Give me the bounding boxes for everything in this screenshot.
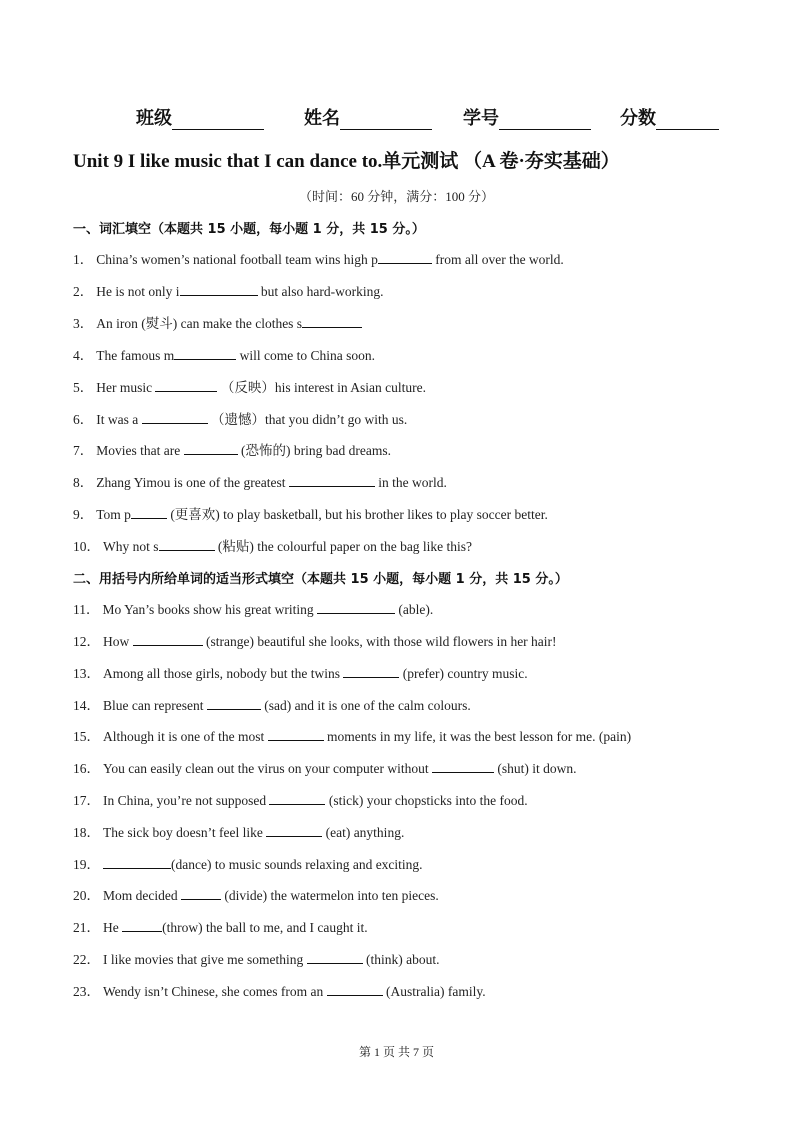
- question-item: [73, 886, 439, 904]
- answer-blank[interactable]: [343, 664, 399, 678]
- exam-time-info: （时间：60 分钟，满分：100 分）: [298, 189, 494, 204]
- question-number: 5．: [73, 380, 94, 395]
- name-blank[interactable]: [340, 109, 432, 130]
- question-number: 13．: [73, 666, 100, 681]
- question-text-after: (able).: [395, 602, 434, 617]
- answer-blank[interactable]: [269, 791, 325, 805]
- section-2-heading: 二、用括号内所给单词的适当形式填空（本题共 15 小题，每小题 1 分，共 15 分。）: [73, 572, 568, 587]
- score-blank[interactable]: [656, 109, 719, 130]
- question-number: 7．: [73, 443, 94, 458]
- question-number: 19．: [73, 857, 100, 872]
- question-text-after: (eat) anything.: [322, 825, 405, 840]
- question-item: [73, 632, 557, 650]
- question-number: 23．: [73, 984, 100, 999]
- question-text-before: He: [103, 920, 123, 935]
- student-info-row: [0, 104, 793, 130]
- question-text-before: China’s women’s national football team wins high p: [96, 252, 378, 267]
- question-item: [73, 346, 375, 364]
- student-id-label: 学号: [463, 108, 499, 129]
- answer-blank[interactable]: [307, 950, 363, 964]
- question-text-after: (divide) the watermelon into ten pieces.: [220, 888, 439, 903]
- question-item: [73, 537, 472, 555]
- question-text-before: You can easily clean out the virus on your computer without: [103, 761, 432, 776]
- question-text-before: The famous m: [96, 348, 175, 363]
- answer-blank[interactable]: [142, 410, 208, 424]
- question-item: [73, 314, 362, 332]
- question-text-before: Mo Yan’s books show his great writing: [102, 602, 318, 617]
- question-item: [73, 378, 426, 396]
- question-text-after: (prefer) country music.: [399, 666, 528, 681]
- class-label: 班级: [136, 108, 172, 129]
- name-label: 姓名: [304, 108, 340, 129]
- question-item: [73, 982, 486, 1000]
- question-text-before: Her music: [96, 380, 156, 395]
- question-text-before: In China, you’re not supposed: [103, 793, 270, 808]
- question-text-after: (更喜欢) to play basketball, but his brother likes to play soccer better.: [166, 507, 548, 522]
- question-number: 11．: [73, 602, 100, 617]
- question-text-after: (strange) beautiful she looks, with those wild flowers in her hair!: [202, 634, 557, 649]
- question-text-before: Blue can represent: [103, 698, 207, 713]
- answer-blank[interactable]: [207, 696, 261, 710]
- question-number: 21．: [73, 920, 100, 935]
- question-text-after: (dance) to music sounds relaxing and exciting.: [171, 857, 423, 872]
- answer-blank[interactable]: [122, 918, 162, 932]
- answer-blank[interactable]: [268, 727, 324, 741]
- question-number: 3．: [73, 316, 94, 331]
- question-number: 16．: [73, 761, 100, 776]
- answer-blank[interactable]: [432, 759, 494, 773]
- answer-blank[interactable]: [317, 600, 395, 614]
- question-text-before: The sick boy doesn’t feel like: [103, 825, 267, 840]
- question-text-after: (恐怖的) bring bad dreams.: [237, 443, 391, 458]
- answer-blank[interactable]: [159, 537, 215, 551]
- class-field: [136, 104, 264, 130]
- question-number: 8．: [73, 475, 94, 490]
- answer-blank[interactable]: [302, 314, 362, 328]
- question-text-before: Why not s: [103, 539, 159, 554]
- answer-blank[interactable]: [378, 250, 432, 264]
- score-label: 分数: [620, 108, 656, 129]
- name-field: [304, 104, 432, 130]
- answer-blank[interactable]: [180, 282, 258, 296]
- answer-blank[interactable]: [266, 823, 322, 837]
- question-text-after: will come to China soon.: [236, 348, 375, 363]
- question-text-after: (throw) the ball to me, and I caught it.: [162, 920, 368, 935]
- section-1-heading: 一、词汇填空（本题共 15 小题，每小题 1 分，共 15 分。）: [73, 222, 425, 237]
- question-text-before: How: [103, 634, 133, 649]
- question-text-after: (stick) your chopsticks into the food.: [325, 793, 528, 808]
- question-item: [73, 664, 528, 682]
- answer-blank[interactable]: [133, 632, 203, 646]
- question-item: [73, 441, 391, 459]
- question-item: [73, 505, 548, 523]
- question-number: 12．: [73, 634, 100, 649]
- question-number: 4．: [73, 348, 94, 363]
- question-number: 14．: [73, 698, 100, 713]
- question-item: [73, 759, 576, 777]
- question-number: 18．: [73, 825, 100, 840]
- question-number: 2．: [73, 284, 94, 299]
- page-footer: 第 1 页 共 7 页: [358, 1045, 434, 1059]
- question-item: [73, 855, 423, 873]
- question-text-before: He is not only i: [96, 284, 180, 299]
- question-text-before: Movies that are: [96, 443, 184, 458]
- question-text-after: in the world.: [374, 475, 447, 490]
- question-item: [73, 410, 407, 428]
- score-field: [620, 104, 719, 130]
- question-text-before: Among all those girls, nobody but the twins: [103, 666, 344, 681]
- answer-blank[interactable]: [131, 505, 167, 519]
- answer-blank[interactable]: [289, 473, 375, 487]
- question-text-before: Zhang Yimou is one of the greatest: [96, 475, 289, 490]
- class-blank[interactable]: [172, 109, 264, 130]
- question-text-after: (shut) it down.: [493, 761, 577, 776]
- question-item: [73, 282, 383, 300]
- question-item: [73, 791, 528, 809]
- question-item: [73, 918, 368, 936]
- question-number: 17．: [73, 793, 100, 808]
- question-text-after: moments in my life, it was the best lesson for me. (pain): [323, 729, 632, 744]
- question-number: 6．: [73, 412, 94, 427]
- question-number: 1．: [73, 252, 94, 267]
- question-number: 15．: [73, 729, 100, 744]
- question-text-before: I like movies that give me something: [103, 952, 307, 967]
- question-number: 20．: [73, 888, 100, 903]
- question-item: [73, 823, 404, 841]
- question-text-after: from all over the world.: [431, 252, 564, 267]
- question-text-after: (粘贴) the colourful paper on the bag like this?: [214, 539, 473, 554]
- question-item: [73, 727, 631, 745]
- question-text-before: Wendy isn’t Chinese, she comes from an: [103, 984, 327, 999]
- answer-blank[interactable]: [174, 346, 236, 360]
- question-text-before: Although it is one of the most: [103, 729, 268, 744]
- answer-blank[interactable]: [184, 441, 238, 455]
- question-text-after: but also hard-working.: [257, 284, 384, 299]
- question-text-after: （遗憾）that you didn’t go with us.: [207, 412, 408, 427]
- question-item: [73, 950, 439, 968]
- question-text-before: Mom decided: [103, 888, 181, 903]
- student-id-blank[interactable]: [499, 109, 591, 130]
- question-text-after: （反映）his interest in Asian culture.: [217, 380, 426, 395]
- question-text-after: (think) about.: [362, 952, 440, 967]
- answer-blank[interactable]: [181, 886, 221, 900]
- answer-blank[interactable]: [103, 855, 171, 869]
- question-number: 9．: [73, 507, 94, 522]
- question-text-before: It was a: [96, 412, 142, 427]
- question-number: 22．: [73, 952, 100, 967]
- student-id-field: [463, 104, 591, 130]
- question-item: [73, 600, 433, 618]
- page-title: Unit 9 I like music that I can dance to.单元测试 （A 卷·夯实基础）: [73, 151, 620, 172]
- answer-blank[interactable]: [155, 378, 217, 392]
- question-item: [73, 250, 564, 268]
- question-number: 10．: [73, 539, 100, 554]
- answer-blank[interactable]: [327, 982, 383, 996]
- question-text-after: (Australia) family.: [382, 984, 486, 999]
- question-text-after: (sad) and it is one of the calm colours.: [260, 698, 471, 713]
- question-item: [73, 473, 447, 491]
- question-item: [73, 696, 471, 714]
- question-text-before: An iron (熨斗) can make the clothes s: [96, 316, 303, 331]
- question-text-before: Tom p: [96, 507, 131, 522]
